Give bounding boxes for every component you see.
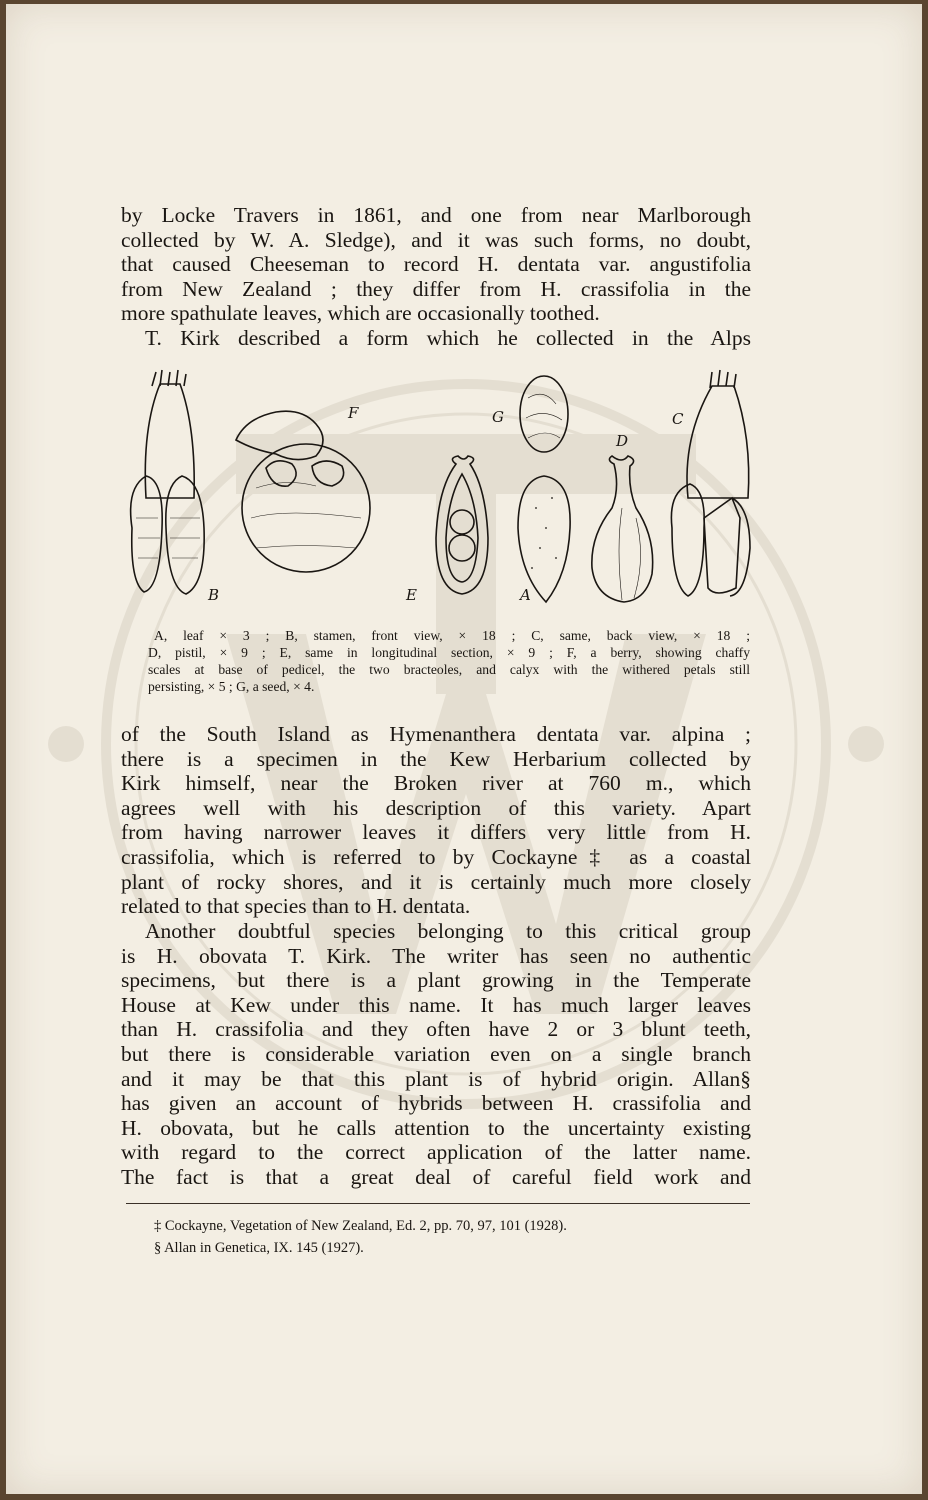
figure-label-c: C xyxy=(672,410,684,428)
text-line: plant of rocky shores, and it is certainly much more closely xyxy=(121,869,751,894)
figure-illustration xyxy=(116,368,756,608)
text-line: collected by W. A. Sledge), and it was such forms, no doubt, xyxy=(121,227,751,252)
figure-label-g: G xyxy=(492,408,504,426)
text-line: by Locke Travers in 1861, and one from near Marlborough xyxy=(121,203,751,227)
paragraph-2 xyxy=(121,722,751,919)
text-line: Another doubtful species belonging to this critical group xyxy=(145,919,751,943)
figure-caption xyxy=(148,627,750,695)
text-line: crassifolia, which is referred to by Cockayne‡ as a coastal xyxy=(121,844,751,869)
text-line: House at Kew under this name. It has much larger leaves xyxy=(121,992,751,1017)
text-line: has given an account of hybrids between H. crassifolia and xyxy=(121,1091,751,1116)
text-line: with regard to the correct application of the latter name. xyxy=(121,1140,751,1165)
text-line: but there is considerable variation even on a single branch xyxy=(121,1041,751,1066)
text-line: The fact is that a great deal of careful field work and xyxy=(121,1164,751,1189)
footnotes xyxy=(154,1215,754,1259)
page xyxy=(6,4,922,1494)
figure-label-e: E xyxy=(406,586,417,604)
figure-label-b: B xyxy=(208,586,220,604)
top-paragraph xyxy=(121,203,751,351)
figure-label-d: D xyxy=(616,432,629,450)
figure-label-a: A xyxy=(520,586,531,604)
footnote-allan: § Allan in Genetica, IX. 145 (1927). xyxy=(154,1240,364,1256)
text-line: Kirk himself, near the Broken river at 760 m., which xyxy=(121,771,751,796)
text-line: related to that species than to H. dentata. xyxy=(121,894,471,919)
text-line: that caused Cheeseman to record H. dentata var. angustifolia xyxy=(121,252,751,277)
text-line: specimens, but there is a plant growing in the Temperate xyxy=(121,968,751,993)
footnote-cockayne: ‡ Cockayne, Vegetation of New Zealand, Ed. 2, pp. 70, 97, 101 (1928). xyxy=(154,1218,567,1234)
text-line: H. obovata, but he calls attention to the uncertainty existing xyxy=(121,1115,751,1140)
text-line: agrees well with his description of this variety. Apart xyxy=(121,795,751,820)
text-line: T. Kirk described a form which he collected in the Alps xyxy=(145,325,751,350)
text-line: from having narrower leaves it differs very little from H. xyxy=(121,820,751,845)
figure-label-f: F xyxy=(348,404,359,422)
text-line: from New Zealand ; they differ from H. crassifolia in the xyxy=(121,276,751,301)
text-line: there is a specimen in the Kew Herbarium collected by xyxy=(121,746,751,771)
text-line: and it may be that this plant is of hybrid origin. Allan§ xyxy=(121,1066,751,1091)
footnote-rule xyxy=(126,1203,750,1204)
text-line: more spathulate leaves, which are occasionally toothed. xyxy=(121,301,600,326)
paragraph-3 xyxy=(121,919,751,1190)
caption-line: D, pistil, × 9 ; E, same in longitudinal section, × 9 ; F, a berry, showing chaffy xyxy=(148,645,750,660)
text-line: of the South Island as Hymenanthera dentata var. alpina ; xyxy=(121,722,751,746)
caption-line: scales at base of pedicel, the two bracteoles, and calyx with the withered petals still xyxy=(148,662,750,677)
caption-line: persisting, × 5 ; G, a seed, × 4. xyxy=(148,679,315,694)
text-line: than H. crassifolia and they often have 2 or 3 blunt teeth, xyxy=(121,1017,751,1042)
botanical-figure xyxy=(116,368,756,608)
text-line: is H. obovata T. Kirk. The writer has seen no authentic xyxy=(121,943,751,968)
caption-line: A, leaf × 3 ; B, stamen, front view, × 18 ; C, same, back view, × 18 ; xyxy=(154,628,750,643)
